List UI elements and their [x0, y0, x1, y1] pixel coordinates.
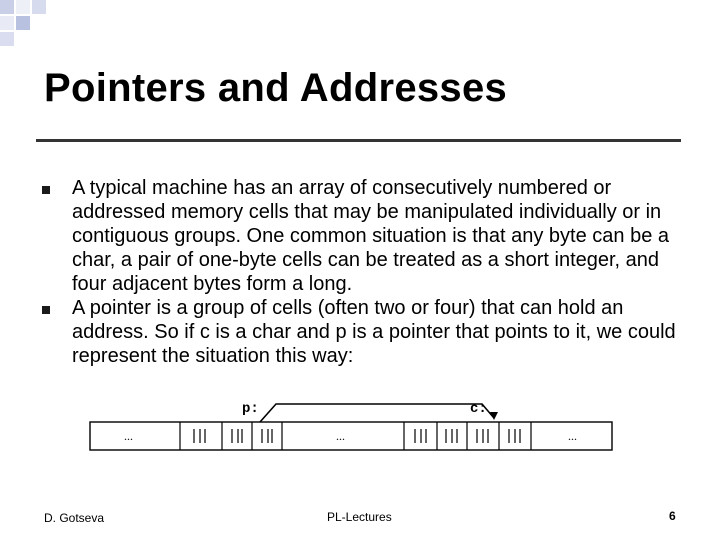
memory-diagram [82, 398, 622, 458]
bullet-text: A typical machine has an array of consecutively numbered or addressed memory cells that may be manipulated individually or in contiguous groups. One common situation is that any byte can be a char, a pair of one-byte cells can be treated as a short integer, and four adjacent bytes form a long. [72, 177, 670, 295]
footer-course: PL-Lectures [327, 510, 392, 524]
slide-title: Pointers and Addresses [44, 66, 508, 110]
bullet-item-pointer [42, 296, 692, 368]
ellipsis-middle: ... [336, 429, 345, 443]
ellipsis-left: ... [124, 429, 133, 443]
arrowhead-icon [490, 412, 498, 420]
footer-author: D. Gotseva [44, 511, 105, 525]
page-number: 6 [669, 509, 676, 523]
title-divider [36, 139, 681, 142]
ellipsis-right: ... [568, 429, 577, 443]
bullet-square-icon [42, 306, 50, 314]
bullet-list [42, 176, 692, 368]
corner-decoration [0, 0, 60, 60]
bullet-item-memory [42, 176, 692, 296]
char-label: c: [470, 401, 487, 417]
bullet-square-icon [42, 186, 50, 194]
pointer-arrow [260, 404, 494, 422]
bullet-text: A pointer is a group of cells (often two or four) that can hold an address. So if c is a char and p is a pointer that points to it, we could represent the situation this way: [72, 297, 676, 367]
pointer-label: p: [242, 401, 259, 417]
memory-strip [90, 422, 612, 450]
